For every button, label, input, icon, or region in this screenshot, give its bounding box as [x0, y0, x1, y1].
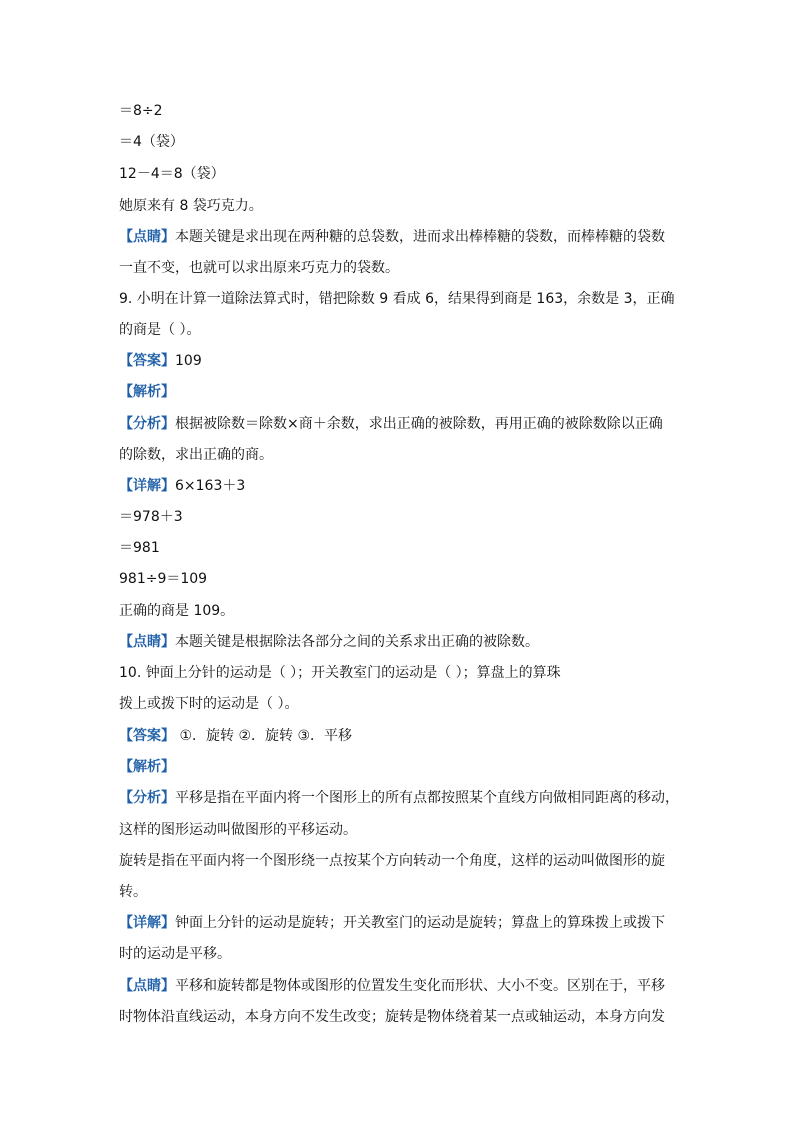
detail-line: 【详解】6×163＋3 [119, 478, 246, 494]
analysis-line: 【分析】根据被除数＝除数×商＋余数，求出正确的被除数，再用正确的被除数除以正确 [119, 416, 663, 432]
text-line: 这样的图形运动叫做图形的平移运动。 [119, 822, 357, 838]
analysis-sub-tag: 【分析】 [119, 416, 175, 432]
text-line: 转。 [119, 884, 147, 900]
remark-line: 【点睛】本题关键是根据除法各部分之间的关系求出正确的被除数。 [119, 634, 539, 650]
text-line: 981÷9＝109 [119, 571, 208, 587]
text-line: 旋转是指在平面内将一个图形绕一点按某个方向转动一个角度，这样的运动叫做图形的旋 [119, 853, 665, 869]
remark-tag: 【点睛】 [119, 978, 175, 994]
text-line: 一直不变，也就可以求出原来巧克力的袋数。 [119, 260, 399, 276]
answer-line: 【答案】109 [119, 353, 202, 369]
text-line: 正确的商是 109。 [119, 603, 235, 619]
text-line: ＝4（袋） [119, 134, 184, 150]
text-line: 时物体沿直线运动，本身方向不发生改变；旋转是物体绕着某一点或轴运动，本身方向发 [119, 1009, 665, 1025]
analysis-header [119, 382, 175, 402]
text-line: ＝8÷2 [119, 103, 163, 119]
analysis-sub-tag: 【分析】 [119, 790, 175, 806]
answer-tag: 【答案】 [119, 353, 175, 369]
text-line: 时的运动是平移。 [119, 946, 231, 962]
remark-line: 【点睛】平移和旋转都是物体或图形的位置发生变化而形状、大小不变。区别在于，平移 [119, 978, 665, 994]
detail-tag: 【详解】 [119, 915, 175, 931]
question-line: 的商是（ ）。 [119, 322, 201, 338]
question-line: 10. 钟面上分针的运动是（ ）；开关教室门的运动是（ ）；算盘上的算珠 [119, 665, 561, 681]
text-line: 她原来有 8 袋巧克力。 [119, 198, 263, 214]
question-line: 9. 小明在计算一道除法算式时，错把除数 9 看成 6，结果得到商是 163，余数是 3，正确 [119, 291, 675, 307]
text-line: ＝981 [119, 540, 160, 556]
remark-tag: 【点睛】 [119, 229, 175, 245]
detail-tag: 【详解】 [119, 478, 175, 494]
analysis-tag: 【解析】 [119, 759, 175, 775]
analysis-line: 【分析】平移是指在平面内将一个图形上的所有点都按照某个直线方向做相同距离的移动， [119, 790, 679, 806]
analysis-header [119, 757, 175, 777]
text-line: 12－4＝8（袋） [119, 166, 225, 182]
text-line: ＝978＋3 [119, 509, 183, 525]
remark-tag: 【点睛】 [119, 634, 175, 650]
detail-line: 【详解】钟面上分针的运动是旋转；开关教室门的运动是旋转；算盘上的算珠拨上或拨下 [119, 915, 665, 931]
text-line: 的除数，求出正确的商。 [119, 447, 273, 463]
answer-tag: 【答案】 [119, 728, 175, 744]
answer-line: 【答案】 ①．旋转 ②．旋转 ③．平移 [119, 728, 353, 744]
analysis-tag: 【解析】 [119, 384, 175, 400]
remark-line: 【点睛】本题关键是求出现在两种糖的总袋数，进而求出棒棒糖的袋数，而棒棒糖的袋数 [119, 229, 665, 245]
question-line: 拨上或拨下时的运动是（ ）。 [119, 696, 299, 712]
